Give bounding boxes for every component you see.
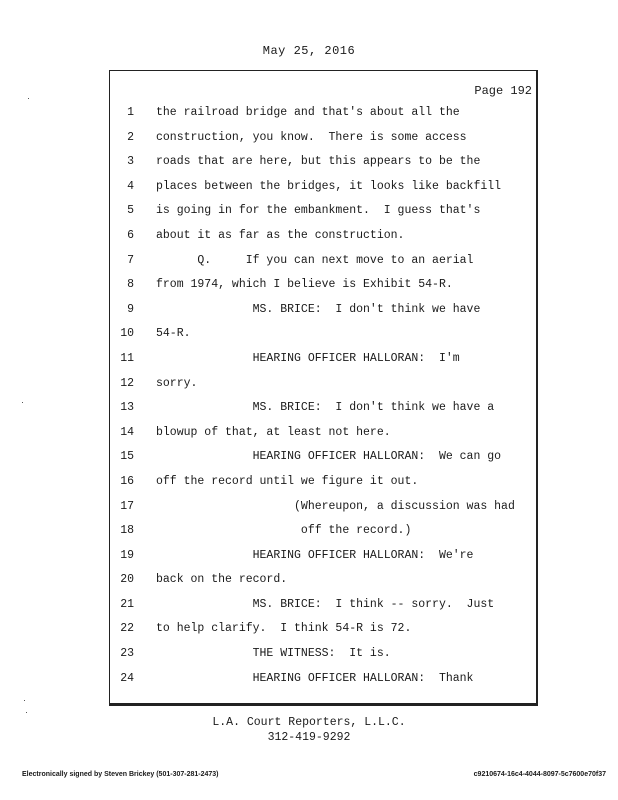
transcript-line <box>0 352 618 377</box>
line-text: MS. BRICE: I think -- sorry. Just <box>156 597 495 611</box>
transcript-line <box>0 131 618 156</box>
scan-speck <box>26 712 27 713</box>
transcript-line <box>0 622 618 647</box>
line-text: MS. BRICE: I don't think we have a <box>156 401 495 415</box>
electronic-signature-note: Electronically signed by Steven Brickey (501-307-281-2473) <box>22 771 219 778</box>
line-text: MS. BRICE: I don't think we have <box>156 302 481 316</box>
line-text: HEARING OFFICER HALLORAN: We can go <box>156 450 502 464</box>
transcript-line <box>0 549 618 574</box>
transcript-body <box>0 106 618 696</box>
line-number: 16 <box>120 474 134 488</box>
line-number: 2 <box>127 130 134 144</box>
line-number: 8 <box>127 278 134 292</box>
line-number: 18 <box>120 524 134 538</box>
transcript-line <box>0 377 618 402</box>
document-id: c9210674-16c4-4044-8097-5c7600e70f37 <box>473 771 606 778</box>
line-text: back on the record. <box>156 573 288 587</box>
line-text: places between the bridges, it looks like backfill <box>156 179 502 193</box>
line-number: 14 <box>120 425 134 439</box>
line-text: (Whereupon, a discussion was had <box>156 499 515 513</box>
transcript-line <box>0 672 618 697</box>
line-text: THE WITNESS: It is. <box>156 647 391 661</box>
line-text: 54-R. <box>156 327 191 341</box>
line-text: HEARING OFFICER HALLORAN: Thank <box>156 671 474 685</box>
transcript-line <box>0 426 618 451</box>
line-text: off the record.) <box>156 524 412 538</box>
line-text: to help clarify. I think 54-R is 72. <box>156 622 412 636</box>
line-text: blowup of that, at least not here. <box>156 425 391 439</box>
line-text: about it as far as the construction. <box>156 228 405 242</box>
transcript-line <box>0 401 618 426</box>
transcript-line <box>0 524 618 549</box>
line-number: 21 <box>120 597 134 611</box>
transcript-line <box>0 327 618 352</box>
line-number: 24 <box>120 671 134 685</box>
line-number: 12 <box>120 376 134 390</box>
line-text: from 1974, which I believe is Exhibit 54-R. <box>156 278 453 292</box>
line-number: 10 <box>120 327 134 341</box>
transcript-line <box>0 155 618 180</box>
line-text: Q. If you can next move to an aerial <box>156 253 474 267</box>
line-text: sorry. <box>156 376 198 390</box>
court-reporter-firm: L.A. Court Reporters, L.L.C. <box>212 716 406 729</box>
line-number: 3 <box>127 155 134 169</box>
line-number: 19 <box>120 548 134 562</box>
transcript-line <box>0 204 618 229</box>
line-number: 13 <box>120 401 134 415</box>
line-text: HEARING OFFICER HALLORAN: I'm <box>156 351 460 365</box>
transcript-line <box>0 303 618 328</box>
line-number: 15 <box>120 450 134 464</box>
line-text: off the record until we figure it out. <box>156 474 419 488</box>
line-number: 17 <box>120 499 134 513</box>
scan-speck <box>22 402 23 403</box>
line-number: 20 <box>120 573 134 587</box>
scan-speck <box>24 700 25 701</box>
line-number: 1 <box>127 106 134 119</box>
line-number: 23 <box>120 647 134 661</box>
transcript-line <box>0 573 618 598</box>
transcript-line <box>0 106 618 131</box>
line-number: 11 <box>120 351 134 365</box>
line-number: 5 <box>127 204 134 218</box>
court-reporter-phone: 312-419-9292 <box>267 731 351 744</box>
transcript-line <box>0 598 618 623</box>
line-text: construction, you know. There is some access <box>156 130 467 144</box>
line-number: 4 <box>127 179 134 193</box>
transcript-date: May 25, 2016 <box>262 44 356 58</box>
line-text: the railroad bridge and that's about all the <box>156 106 460 119</box>
transcript-line <box>0 254 618 279</box>
line-text: roads that are here, but this appears to be the <box>156 155 481 169</box>
transcript-line <box>0 229 618 254</box>
transcript-line <box>0 647 618 672</box>
transcript-line <box>0 475 618 500</box>
transcript-line <box>0 180 618 205</box>
transcript-line <box>0 278 618 303</box>
line-text: is going in for the embankment. I guess that's <box>156 204 481 218</box>
scan-speck <box>28 98 29 99</box>
line-text: HEARING OFFICER HALLORAN: We're <box>156 548 474 562</box>
line-number: 9 <box>127 302 134 316</box>
transcript-line <box>0 450 618 475</box>
line-number: 22 <box>120 622 134 636</box>
line-number: 7 <box>127 253 134 267</box>
line-number: 6 <box>127 228 134 242</box>
page-number: Page 192 <box>474 84 532 98</box>
transcript-line <box>0 500 618 525</box>
